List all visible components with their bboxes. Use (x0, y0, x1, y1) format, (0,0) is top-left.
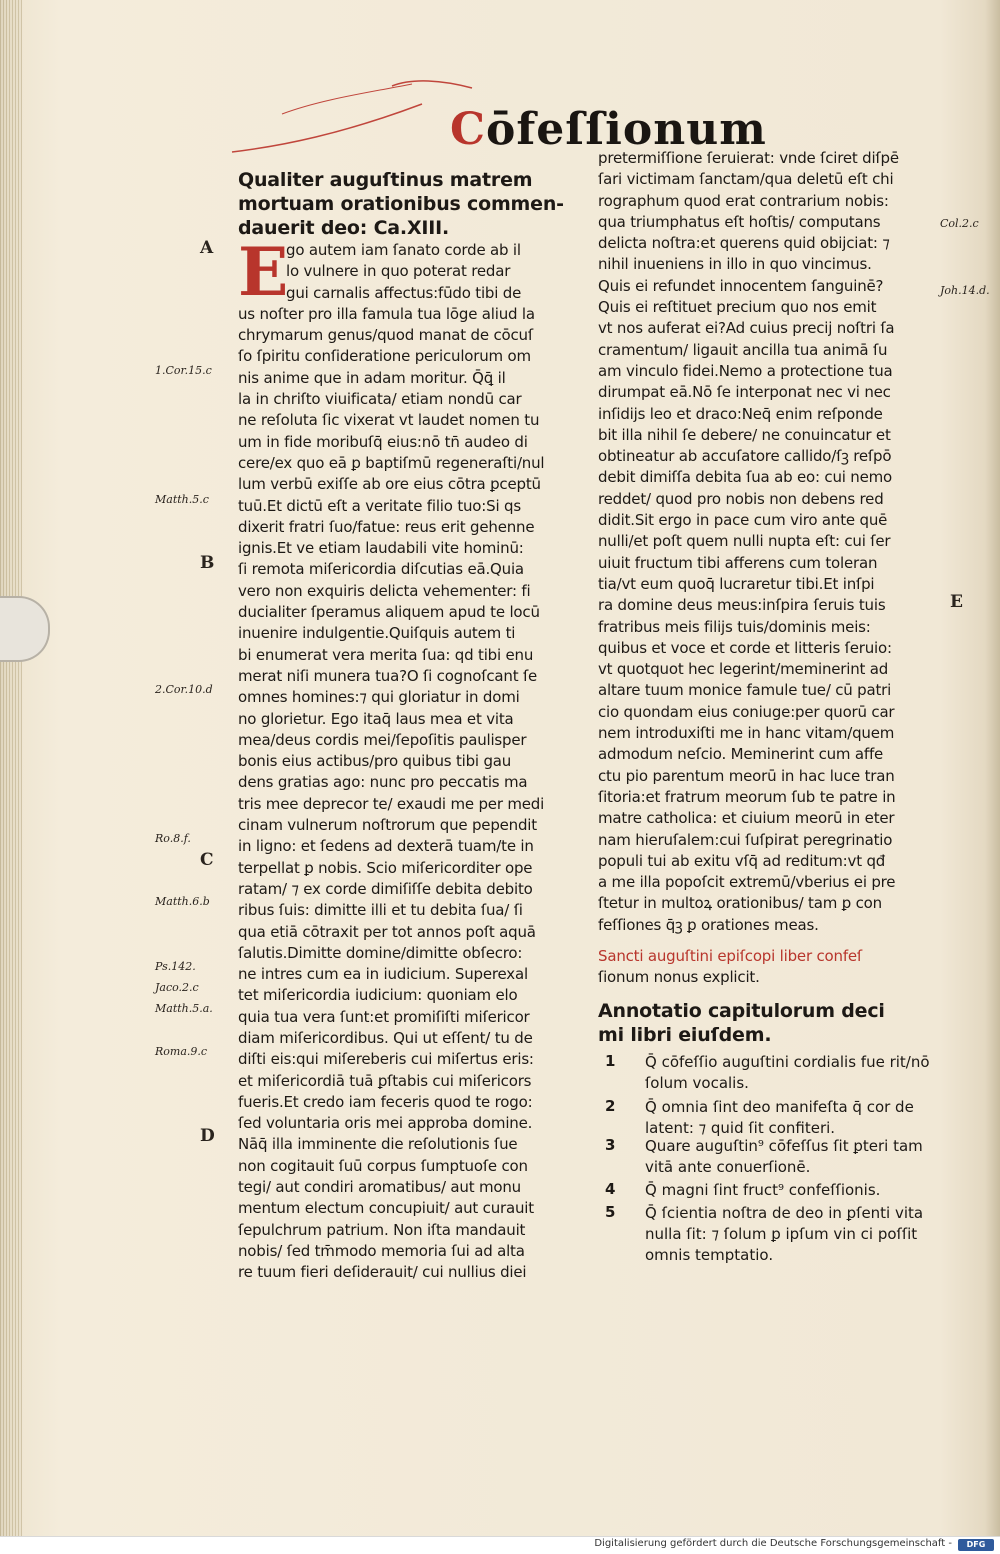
text-line: chrymarum genus/quod manat de cōcuſ (238, 326, 533, 345)
margin-note: 2.Cor.10.d (155, 683, 213, 696)
text-line: us noſter pro illa famula tua lōge aliud la (238, 304, 535, 323)
text-line: ignis.Et ve etiam laudabili vite hominū: (238, 539, 524, 558)
text-line: vt quotquot hec legerint/meminerint ad (598, 660, 889, 679)
text-line: ſo ſpiritu conſideratione periculorum om (238, 347, 531, 366)
text-line: a me illa popoſcit extremū/vberius ei pre (598, 873, 896, 892)
drop-cap: E (238, 233, 289, 311)
dfg-logo: DFG (958, 1539, 994, 1551)
text-line: fratribus meis filijs tuis/dominis meis: (598, 617, 871, 636)
margin-note: 1.Cor.15.c (155, 364, 212, 377)
text-line: go autem iam ſanato corde ab il (286, 241, 521, 259)
right-text-column (598, 148, 938, 1047)
text-line: quibus et voce et corde et litteris ſeruio: (598, 638, 892, 657)
text-line: rographum quod erat contrarium nobis: (598, 191, 889, 210)
text-line: non cogitauit ſuū corpus ſumptuoſe con (238, 1156, 528, 1175)
text-line: re tuum fieri deſiderauit/ cui nullius diei (238, 1263, 527, 1282)
item-number: 1 (605, 1052, 616, 1070)
text-line: nam hieruſalem:cui ſuſpirat peregrinatio (598, 830, 893, 849)
text-line: ſari victimam ſanctam/qua deletū eſt chi (598, 170, 894, 189)
spacer (598, 936, 938, 946)
item-text: Q̄ ſcientia noſtra de deo in ꝑſenti vita nulla ſit: ⁊ ſolum ꝑ ipſum vin ci poſſit omnis temptatio. (645, 1204, 924, 1264)
heading-flourish (222, 74, 482, 164)
text-line: diſti eis:qui miſereberis cui miſertus eris: (238, 1050, 534, 1069)
item-text: Q̄ magni ſint fruct⁹ confeſſionis. (645, 1181, 881, 1199)
text-line: bi enumerat vera merita ſua: qd tibi enu (238, 645, 534, 664)
text-line: ſitoria:et fratrum meorum ſub te patre in (598, 787, 896, 806)
chapter-title-line: Qualiter auguſtinus matrem (238, 169, 533, 191)
text-line: didit.Sit ergo in pace cum viro ante quē (598, 511, 888, 530)
item-text: Q̄ cōfeſſio auguſtini cordialis fue rit/nō ſolum vocalis. (645, 1053, 930, 1092)
chapter-title-line: mortuam orationibus commen- (238, 193, 564, 215)
chapter-list-item (605, 1052, 945, 1096)
spacer (598, 989, 938, 999)
text-line: diam miſericordibus. Qui ut eſſent/ tu de (238, 1028, 533, 1047)
text-line: Quis ei reſtituet precium quo nos emit (598, 298, 877, 317)
text-line: feſſiones q̄ꝫ ꝑ orationes meas. (598, 915, 819, 934)
page-edge (0, 0, 22, 1536)
heading-initial: C (450, 104, 487, 155)
text-line: reddet/ quod pro nobis non debens red (598, 489, 884, 508)
text-line: ctu pio parentum meorū in hac luce tran (598, 766, 895, 785)
annotatio-line: mi libri eiuſdem. (598, 1023, 772, 1046)
text-line: cio quondam eius coniuge:per quorū car (598, 702, 895, 721)
margin-note: Jaco.2.c (155, 981, 199, 994)
text-line: nulli/et poſt quem nulli nupta eſt: cui ſer (598, 532, 891, 551)
text-line: ribus ſuis: dimitte illi et tu debita ſua/ ſi (238, 901, 523, 920)
text-line: dixerit fratri ſuo/fatue: reus erit gehenne (238, 517, 535, 536)
text-line: um in fide moribuſq̄ eius:nō tn̄ audeo di (238, 432, 528, 451)
text-line: Quis ei refundet innocentem ſanguinē? (598, 276, 884, 295)
text-line: ſi remota miſericordia diſcutias eā.Quia (238, 560, 524, 579)
text-line: altare tuum monice famule tue/ cū patri (598, 681, 892, 700)
text-line: merat niſi munera tua?O ſi cognoſcant ſe (238, 666, 538, 685)
text-line: vt nos auferat ei?Ad cuius precij noſtri ſa (598, 319, 895, 338)
text-line: fueris.Et credo iam feceris quod te rogo: (238, 1092, 533, 1111)
margin-note: Joh.14.d. (940, 284, 990, 297)
margin-note: Roma.9.c (155, 1045, 208, 1058)
chapter-title-line: dauerit deo: Ca.XIII. (238, 217, 450, 239)
text-line: la in chriſto viuificata/ etiam nondū car (238, 390, 522, 409)
text-line: matre catholica: et ciuium meorū in eter (598, 809, 895, 828)
chapter-list-item (605, 1136, 945, 1180)
text-line: admodum neſcio. Meminerint cum affe (598, 745, 884, 764)
item-text: Q̄ omnia ſint deo manifeſta q̄ cor de latent: ⁊ quid ſit confiteri. (645, 1098, 914, 1137)
text-line: mentum electum concupiuit/ aut curauit (238, 1199, 534, 1218)
text-line: omnes homines:⁊ qui gloriatur in domi (238, 688, 520, 707)
text-line: vero non exquiris delicta vehementer: fi (238, 581, 531, 600)
text-line: in ligno: et ſedens ad dexterā tuam/te in (238, 837, 534, 856)
footer-credit: Digitalisierung gefördert durch die Deutsche Forschungsgemeinschaft - (594, 1538, 952, 1549)
text-line: inſidijs leo et draco:Neq̄ enim reſponde (598, 404, 883, 423)
text-line: cere/ex quo eā ꝑ baptiſmū regeneraſti/nul (238, 453, 545, 472)
text-line: nihil inueniens in illo in quo vincimus. (598, 255, 872, 274)
margin-letter: D (200, 1126, 215, 1146)
text-line: et miſericordiā tuā ꝑſtabis cui miſericors (238, 1071, 532, 1090)
item-number: 2 (605, 1097, 616, 1115)
margin-note: Ro.8.f. (155, 832, 191, 845)
item-text: Quare auguſtin⁹ cōfeſſus ſit ꝑteri tam vitā ante conuerſionē. (645, 1137, 923, 1176)
margin-letter: A (200, 238, 214, 258)
text-line: ra domine deus meus:inſpira ſeruis tuis (598, 596, 886, 615)
footer-bar (0, 1536, 1000, 1554)
text-line: populi tui ab exitu vſq̄ ad reditum:vt qđ (598, 851, 886, 870)
text-line: cinam vulnerum noſtrorum que pependit (238, 816, 537, 835)
text-line: nis anime que in adam moritur. Q̄ꝗ̄ il (238, 368, 506, 387)
explicit-line: ſionum nonus explicit. (598, 968, 760, 987)
text-line: am vinculo fidei.Nemo a protectione tua (598, 361, 893, 380)
book-clasp (0, 596, 50, 662)
left-text-column (238, 168, 578, 1284)
text-line: delicta noſtra:et querens quid obijciat: ⁊ (598, 234, 890, 253)
text-line: ſepulchrum patrium. Non iſta mandauit (238, 1220, 526, 1239)
text-line: qua triumphatus eſt hoſtis/ computans (598, 212, 881, 231)
text-line: ſalutis.Dimitte domine/dimitte obſecro: (238, 943, 523, 962)
text-line: ratam/ ⁊ ex corde dimiſiſſe debita debito (238, 879, 533, 898)
text-line: mea/deus cordis mei/ſepoſitis paulisper (238, 730, 527, 749)
text-line: terpellat ꝑ nobis. Scio miſericorditer ope (238, 858, 533, 877)
chapter-list-item (605, 1203, 945, 1264)
text-line: quia tua vera ſunt:et promiſiſti miſericor (238, 1007, 530, 1026)
explicit-line: Sancti auguſtini epiſcopi liber confeſ (598, 946, 863, 965)
margin-note: Matth.5.c (155, 493, 209, 506)
text-line: ſtetur in multoꝝ orationibus/ tam ꝑ con (598, 894, 882, 913)
text-line: nobis/ ſed tm̄modo memoria ſui ad alta (238, 1241, 525, 1260)
margin-letter: E (950, 592, 963, 612)
text-line: ne intres cum ea in iudicium. Superexal (238, 965, 528, 984)
text-line: bit illa nihil ſe debere/ ne conuincatur et (598, 425, 891, 444)
text-line: pretermiſſione ſeruierat: vnde ſciret diſpē (598, 149, 899, 167)
text-line: uiuit fructum tibi afferens cum toleran (598, 553, 878, 572)
margin-note: Ps.142. (155, 960, 196, 973)
text-line: ducialiter ſperamus aliquem apud te locū (238, 603, 540, 622)
text-line: dens gratias ago: nunc pro peccatis ma (238, 773, 528, 792)
margin-note: Col.2.c (940, 217, 979, 230)
text-line: tet miſericordia iudicium: quoniam elo (238, 986, 518, 1005)
text-line: inuenire indulgentie.Quiſquis autem ti (238, 624, 516, 643)
text-line: tia/vt eum quoq̄ lucraretur tibi.Et inſpi (598, 574, 875, 593)
text-line: tegi/ aut condiri aromatibus/ aut monu (238, 1178, 521, 1197)
annotatio-line: Annotatio capitulorum deci (598, 999, 885, 1022)
text-line: gui carnalis affectus:fūdo tibi de (286, 283, 522, 302)
margin-letter: B (200, 553, 215, 573)
margin-letter: C (200, 850, 214, 870)
text-line: bonis eius actibus/pro quibus tibi gau (238, 752, 512, 771)
text-line: ſed voluntaria oris mei approba domine. (238, 1114, 533, 1133)
item-number: 3 (605, 1136, 616, 1154)
margin-note: Matth.6.b (155, 895, 210, 908)
text-line: tris mee deprecor te/ exaudi me per medi (238, 794, 545, 813)
text-line: lum verbū exiſſe ab ore eius cōtra ꝑceptū (238, 475, 541, 494)
item-number: 5 (605, 1203, 616, 1221)
heading-rest: ōfeſſionum (486, 104, 767, 155)
text-line: nem introduxiſti me in hanc vitam/quem (598, 724, 895, 743)
margin-note: Matth.5.a. (155, 1002, 213, 1015)
text-line: lo vulnere in quo poterat redar (286, 262, 511, 281)
text-line: qua etiā cōtraxit per tot annos poſt aquā (238, 922, 536, 941)
item-number: 4 (605, 1180, 616, 1198)
text-line: debit dimiſſa debita ſua ab eo: cui nemo (598, 468, 893, 487)
text-line: ne reſoluta ſic vixerat vt laudet nomen tu (238, 411, 540, 430)
text-line: Nāq̄ illa imminente die reſolutionis ſue (238, 1135, 518, 1154)
chapter-list-item (605, 1097, 945, 1141)
text-line: cramentum/ ligauit ancilla tua animā ſu (598, 340, 888, 359)
text-line: no glorietur. Ego itaq̄ laus mea et vita (238, 709, 514, 728)
text-line: dirumpat eā.Nō ſe interponat nec vi nec (598, 383, 891, 402)
text-line: tuū.Et dictū eſt a veritate filio tuo:Si qs (238, 496, 521, 515)
text-line: obtineatur ab accuſatore callido/ſꝫ reſpō (598, 447, 892, 466)
